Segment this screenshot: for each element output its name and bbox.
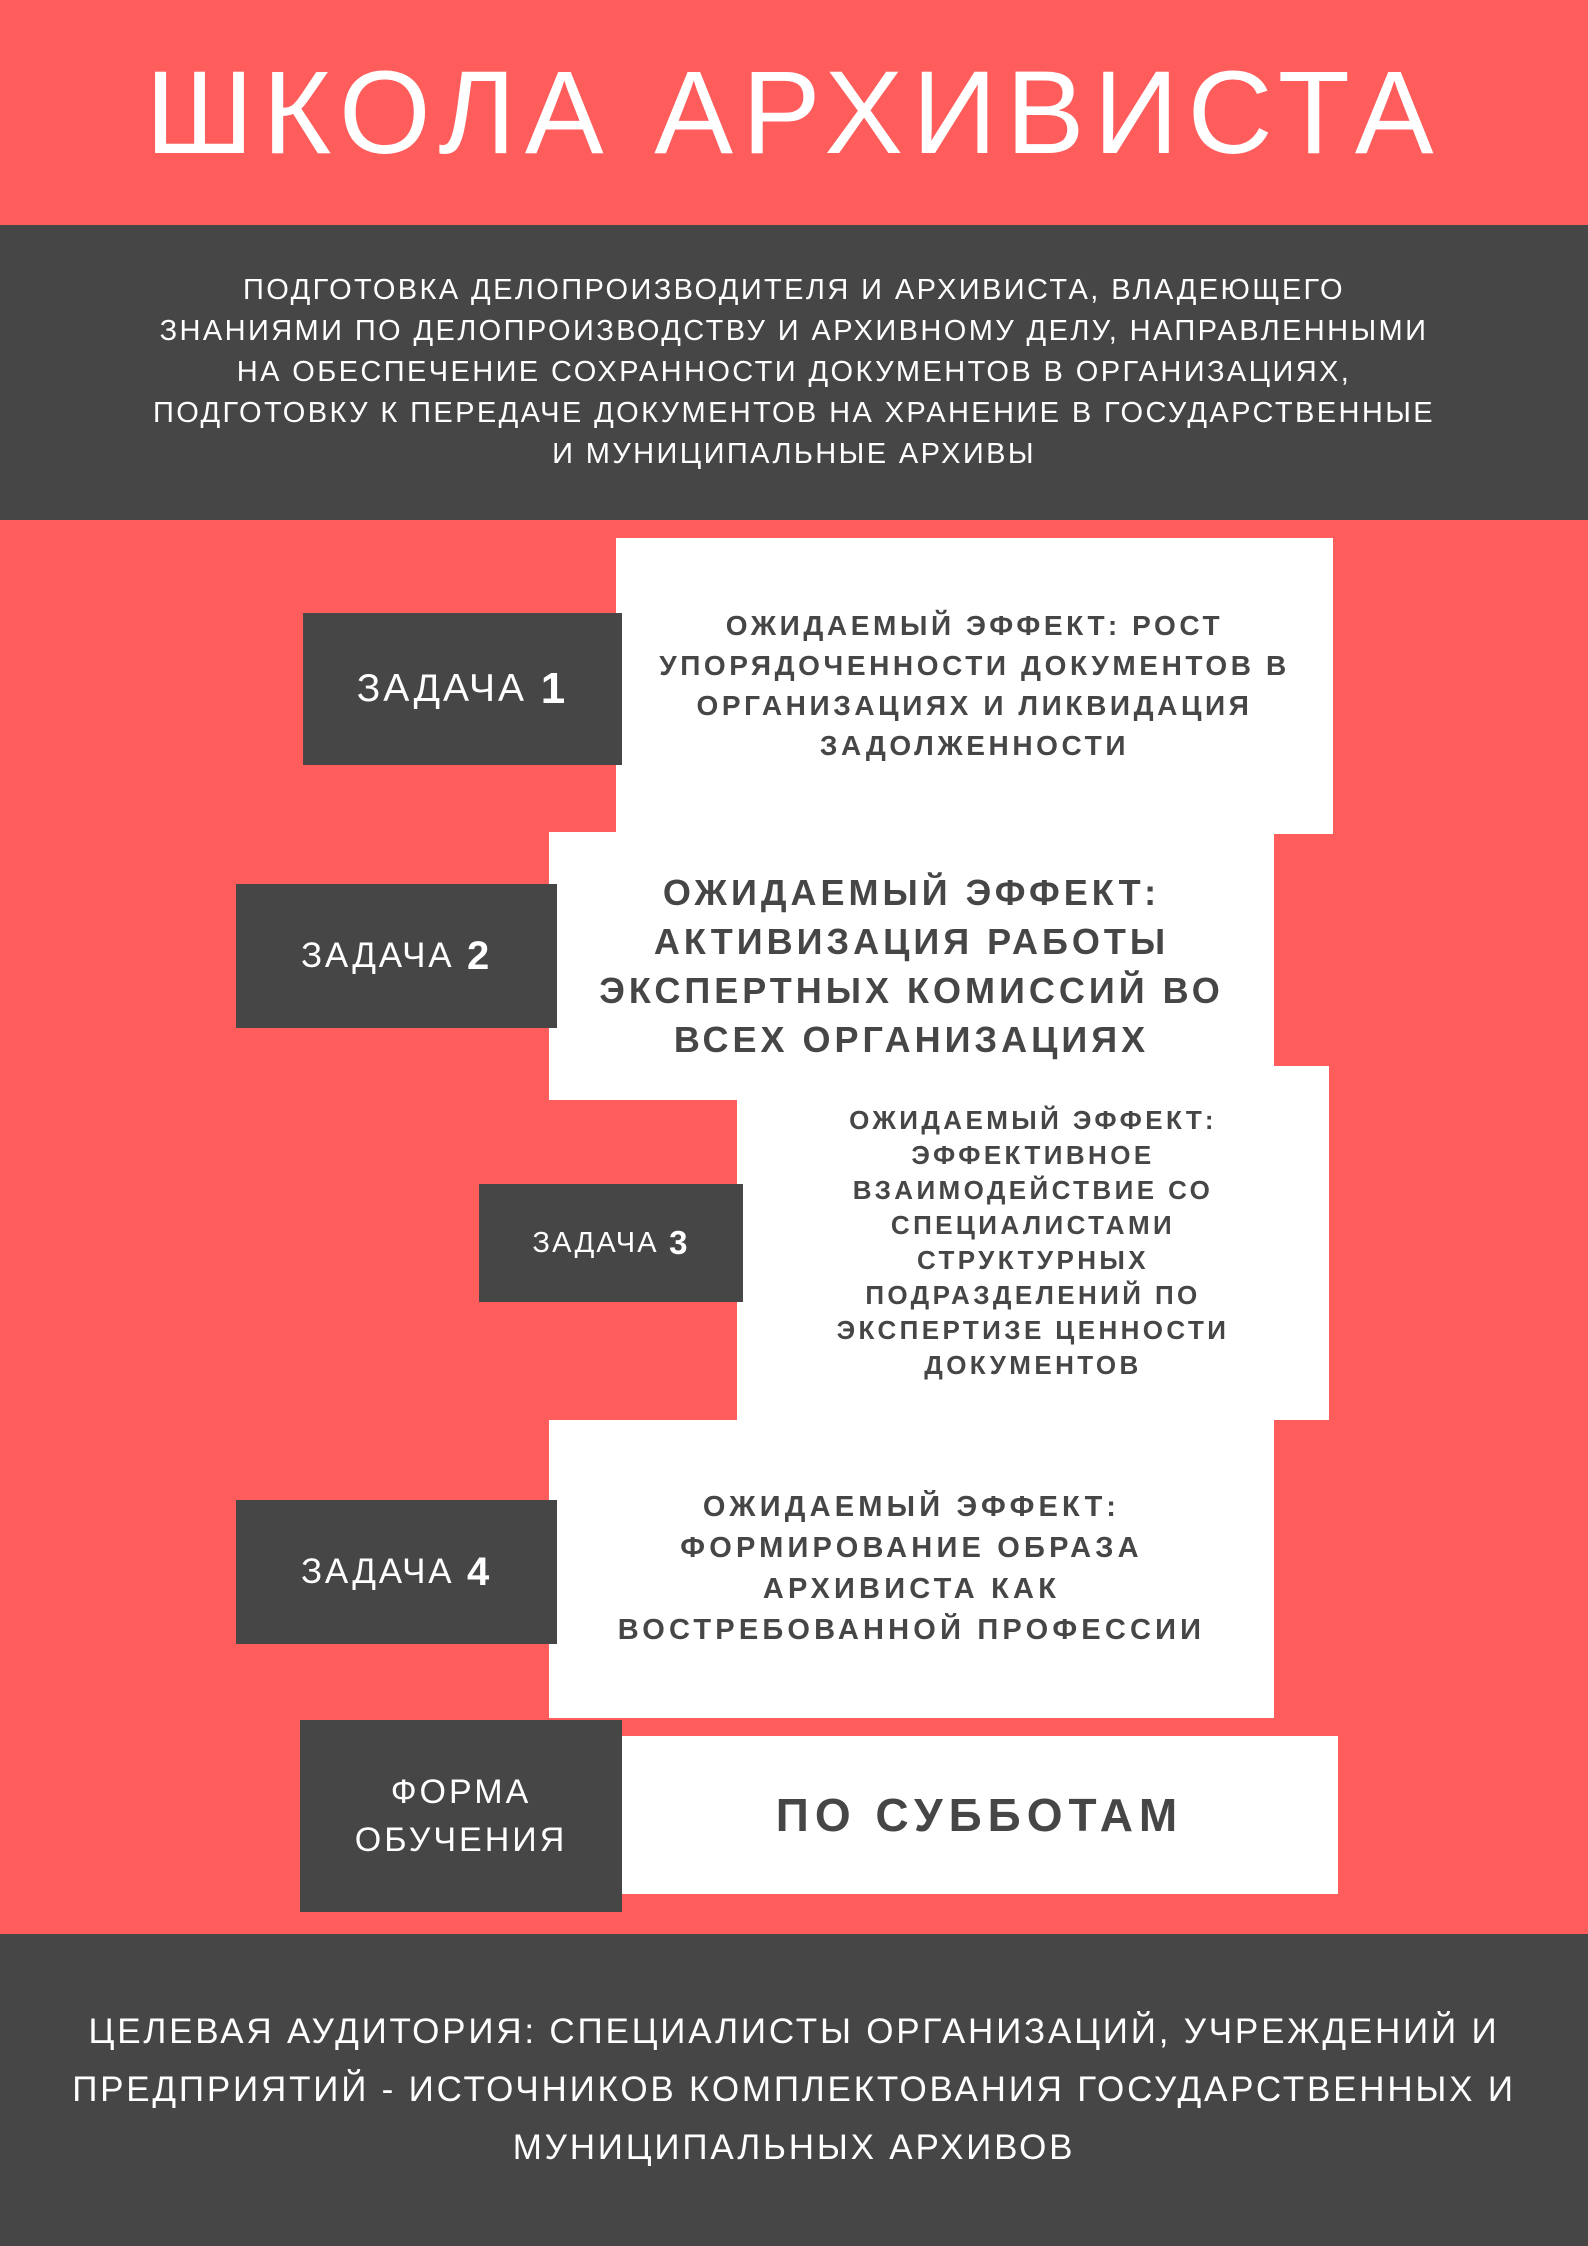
task-3-label-box [479, 1184, 743, 1302]
form-value-box [621, 1736, 1338, 1894]
form-label-box [300, 1720, 622, 1912]
audience-band [0, 1934, 1588, 2246]
task-3-effect-box [737, 1066, 1329, 1420]
task-1-label-box [303, 613, 622, 765]
task-3-number: 3 [669, 1224, 690, 1261]
task-4-label: ЗАДАЧА [300, 1552, 455, 1591]
task-1-effect-text: ОЖИДАЕМЫЙ ЭФФЕКТ: РОСТ УПОРЯДОЧЕННОСТИ ДОКУМЕНТОВ В ОРГАНИЗАЦИЯХ И ЛИКВИДАЦИЯ ЗАДОЛЖЕННОСТИ [659, 610, 1290, 761]
task-2-effect-text: ОЖИДАЕМЫЙ ЭФФЕКТ: АКТИВИЗАЦИЯ РАБОТЫ ЭКСПЕРТНЫХ КОМИССИЙ ВО ВСЕХ ОРГАНИЗАЦИЯХ [599, 872, 1224, 1060]
form-value: ПО СУББОТАМ [775, 1789, 1184, 1841]
audience-text: ЦЕЛЕВАЯ АУДИТОРИЯ: СПЕЦИАЛИСТЫ ОРГАНИЗАЦИЙ, УЧРЕЖДЕНИЙ И ПРЕДПРИЯТИЙ - ИСТОЧНИКОВ КОМПЛЕКТОВАНИЯ ГОСУДАРСТВЕННЫХ И МУНИЦИПАЛЬНЫХ АРХИВОВ [72, 2012, 1516, 2167]
task-4-effect-box [549, 1420, 1274, 1718]
task-4-number: 4 [466, 1549, 492, 1594]
task-1-label: ЗАДАЧА [356, 667, 527, 710]
task-2-label: ЗАДАЧА [300, 936, 455, 975]
task-1-effect-box [616, 538, 1333, 834]
form-label: ФОРМА ОБУЧЕНИЯ [354, 1773, 568, 1859]
task-4-effect-text: ОЖИДАЕМЫЙ ЭФФЕКТ: ФОРМИРОВАНИЕ ОБРАЗА АРХИВИСТА КАК ВОСТРЕБОВАННОЙ ПРОФЕССИИ [617, 1491, 1206, 1646]
subtitle-text: ПОДГОТОВКА ДЕЛОПРОИЗВОДИТЕЛЯ И АРХИВИСТА, ВЛАДЕЮЩЕГО ЗНАНИЯМИ ПО ДЕЛОПРОИЗВОДСТВУ И АРХИВНОМУ ДЕЛУ, НАПРАВЛЕННЫМИ НА ОБЕСПЕЧЕНИЕ СОХРАННОСТИ ДОКУМЕНТОВ В ОРГАНИЗАЦИЯХ, ПОДГОТОВКУ К ПЕРЕДАЧЕ ДОКУМЕНТОВ НА ХРАНЕНИЕ В ГОСУДАРСТВЕННЫЕ И МУНИЦИПАЛЬНЫЕ АРХИВЫ [152, 274, 1436, 470]
page-title: ШКОЛА АРХИВИСТА [145, 46, 1443, 179]
task-3-effect-text: ОЖИДАЕМЫЙ ЭФФЕКТ: ЭФФЕКТИВНОЕ ВЗАИМОДЕЙСТВИЕ СО СПЕЦИАЛИСТАМИ СТРУКТУРНЫХ ПОДРАЗДЕЛЕНИЙ ПО ЭКСПЕРТИЗЕ ЦЕННОСТИ ДОКУМЕНТОВ [836, 1105, 1230, 1380]
task-3-label: ЗАДАЧА [532, 1226, 659, 1259]
task-2-label-box [236, 884, 557, 1028]
task-2-number: 2 [466, 933, 492, 978]
task-1-number: 1 [540, 664, 569, 713]
subtitle-band [0, 225, 1588, 520]
task-2-effect-box [549, 832, 1274, 1100]
task-4-label-box [236, 1500, 557, 1644]
